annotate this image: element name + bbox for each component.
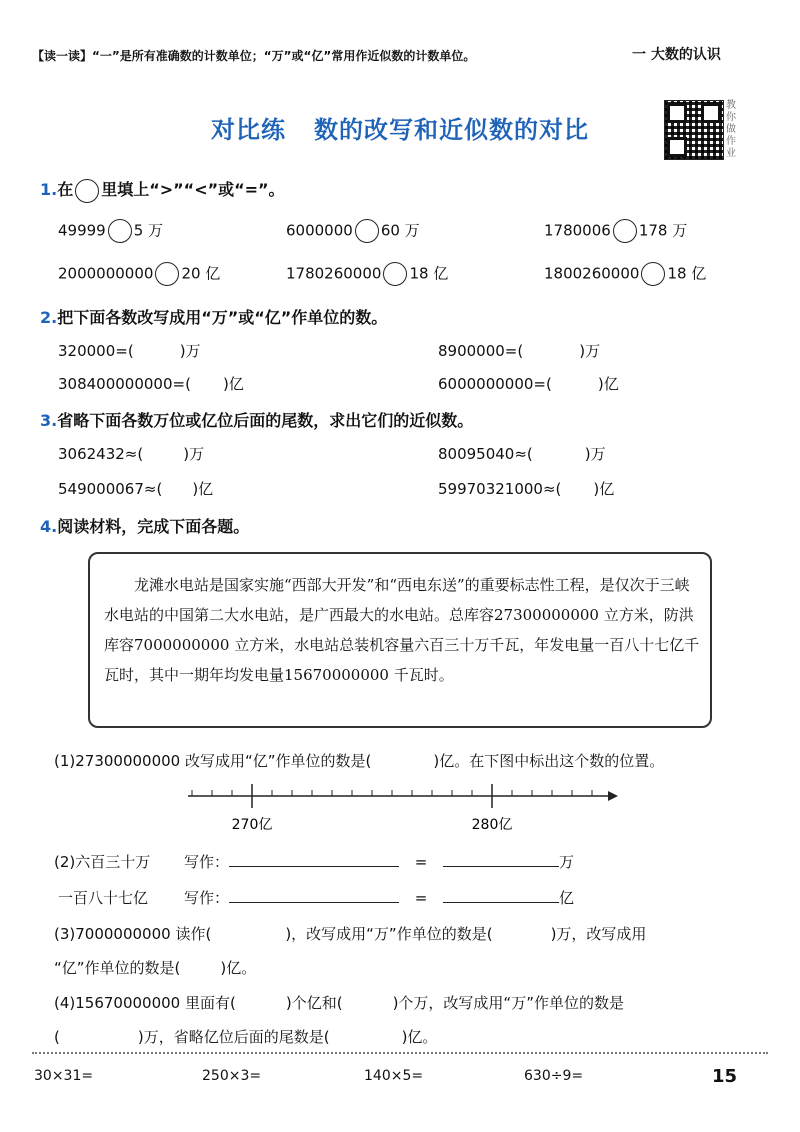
footer-calc: 630÷9=	[524, 1068, 584, 1084]
answer-circle[interactable]	[641, 262, 665, 286]
q4-sub3: (3)7000000000 读作( )，改写成用“万”作单位的数是( )万，改写成用	[54, 925, 647, 943]
q4-sub2-row: 一百八十七亿 写作： = 亿	[58, 889, 575, 907]
q3-item: 59970321000≈( )亿	[438, 480, 615, 498]
answer-circle[interactable]	[155, 262, 179, 286]
q4-sub3-cont: “亿”作单位的数是( )亿。	[54, 959, 257, 977]
q3-heading: 3.省略下面各数万位或亿位后面的尾数，求出它们的近似数。	[40, 411, 474, 430]
q2-item: 320000=( )万	[58, 342, 201, 360]
q3-item: 80095040≈( )万	[438, 445, 606, 463]
q2-heading: 2.把下面各数改写成用“万”或“亿”作单位的数。	[40, 308, 388, 327]
q2-item: 6000000000=( )亿	[438, 375, 619, 393]
q4-sub4-cont: ( )万，省略亿位后面的尾数是( )亿。	[54, 1028, 438, 1046]
arrow-icon	[608, 791, 618, 801]
q3-item: 549000067≈( )亿	[58, 480, 214, 498]
compare-circle-icon	[75, 179, 99, 203]
answer-circle[interactable]	[613, 219, 637, 243]
footer-calc: 140×5=	[364, 1068, 424, 1084]
answer-line[interactable]	[443, 888, 559, 903]
numberline-label-left: 270亿	[231, 817, 273, 833]
q1-item: 1780260000 18 亿	[286, 262, 448, 286]
answer-circle[interactable]	[355, 219, 379, 243]
title-left: 对比练	[211, 115, 286, 144]
q1-item: 1800260000 18 亿	[544, 262, 706, 286]
reading-tip: 【读一读】“一”是所有准确数的计数单位；“万”或“亿”常用作近似数的计数单位。	[32, 49, 476, 63]
q2-item: 8900000=( )万	[438, 342, 601, 360]
q4-sub4: (4)15670000000 里面有( )个亿和( )个万，改写成用“万”作单位的数是	[54, 994, 624, 1012]
unit-title: 一 大数的认识	[632, 47, 721, 63]
q1-item: 49999 5 万	[58, 219, 163, 243]
answer-circle[interactable]	[108, 219, 132, 243]
q4-sub2-row: (2)六百三十万 写作： = 万	[54, 853, 575, 871]
qr-code-icon[interactable]	[664, 100, 724, 160]
answer-circle[interactable]	[383, 262, 407, 286]
footer-calc: 30×31=	[34, 1068, 94, 1084]
reading-passage: 龙滩水电站是国家实施“西部大开发”和“西电东送”的重要标志性工程，是仅次于三峡水电站的中国第二大水电站，是广西最大的水电站。总库容27300000000 立方米，防洪库容7000000000 立方米，水电站总装机容量六百三十万千瓦，年发电量一百八十七亿千瓦时，其中一期年均发电量15670000000 千瓦时。	[104, 576, 700, 684]
footer-calc: 250×3=	[202, 1068, 262, 1084]
number-line[interactable]	[180, 782, 620, 842]
q1-item: 1780006 178 万	[544, 219, 687, 243]
answer-line[interactable]	[443, 852, 559, 867]
answer-line[interactable]	[229, 852, 399, 867]
answer-line[interactable]	[229, 888, 399, 903]
q4-heading: 4.阅读材料，完成下面各题。	[40, 517, 250, 536]
qr-side-text: 教你做作业	[726, 100, 736, 159]
q1-item: 6000000 60 万	[286, 219, 420, 243]
q1-heading: 1.在 里填上“>”“<”或“=”。	[40, 177, 285, 203]
q4-sub1: (1)27300000000 改写成用“亿”作单位的数是( )亿。在下图中标出这个数的位置。	[54, 752, 665, 770]
title-right: 数的改写和近似数的对比	[314, 115, 589, 144]
q3-item: 3062432≈( )万	[58, 445, 205, 463]
q1-item: 2000000000 20 亿	[58, 262, 220, 286]
page-number: 15	[712, 1066, 738, 1087]
footer-divider	[32, 1052, 768, 1054]
numberline-label-right: 280亿	[471, 817, 513, 833]
q2-item: 308400000000=( )亿	[58, 375, 244, 393]
